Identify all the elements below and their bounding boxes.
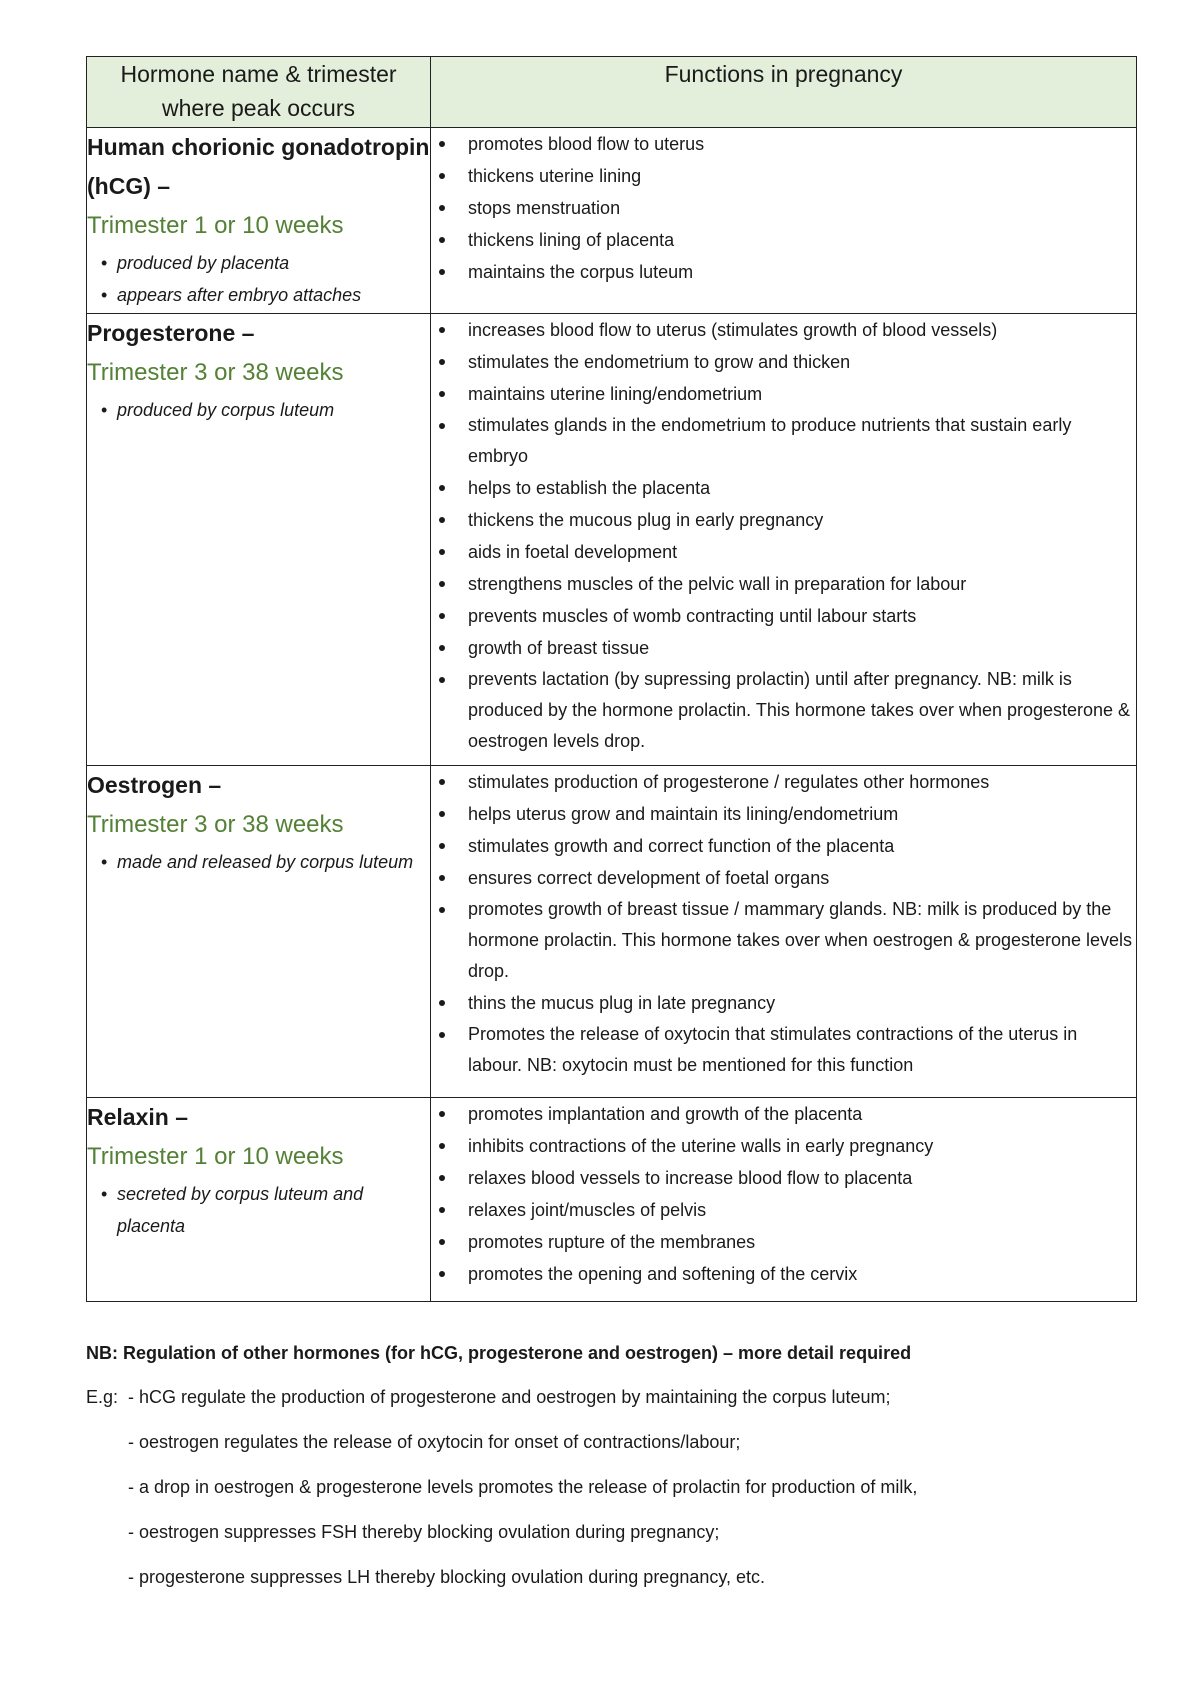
function-item: relaxes blood vessels to increase blood flow to placenta bbox=[431, 1162, 1136, 1194]
function-item: Promotes the release of oxytocin that stimulates contractions of the uterus in labour. NB: oxytocin must be mentioned for this function bbox=[431, 1019, 1136, 1081]
functions-cell bbox=[431, 1098, 1137, 1302]
function-item: promotes the opening and softening of the cervix bbox=[431, 1258, 1136, 1290]
header-hormone-name: Hormone name & trimester where peak occurs bbox=[87, 57, 431, 128]
function-item: stimulates production of progesterone / regulates other hormones bbox=[431, 766, 1136, 798]
hormone-cell bbox=[87, 314, 431, 766]
table-row bbox=[87, 314, 1137, 766]
function-item: helps uterus grow and maintain its lining/endometrium bbox=[431, 798, 1136, 830]
example-item: - oestrogen regulates the release of oxytocin for onset of contractions/labour; bbox=[128, 1432, 741, 1452]
function-item: stimulates the endometrium to grow and thicken bbox=[431, 346, 1136, 378]
function-item: promotes rupture of the membranes bbox=[431, 1226, 1136, 1258]
function-item: maintains the corpus luteum bbox=[431, 256, 1136, 288]
nb-title: NB: Regulation of other hormones (for hCG, progesterone and oestrogen) – more detail required bbox=[86, 1343, 912, 1363]
hormone-note: • made and released by corpus luteum bbox=[101, 846, 430, 878]
hormone-note: • secreted by corpus luteum and placenta bbox=[101, 1178, 430, 1242]
function-item: growth of breast tissue bbox=[431, 632, 1136, 664]
functions-list bbox=[431, 128, 1136, 288]
function-item: ensures correct development of foetal organs bbox=[431, 862, 1136, 894]
function-item: promotes growth of breast tissue / mammary glands. NB: milk is produced by the hormone prolactin. This hormone takes over when oestrogen & progesterone levels drop. bbox=[431, 894, 1136, 987]
example-row bbox=[86, 1382, 1146, 1412]
function-item: maintains uterine lining/endometrium bbox=[431, 378, 1136, 410]
hormone-trimester: Trimester 3 or 38 weeks bbox=[87, 359, 344, 386]
function-item: strengthens muscles of the pelvic wall in preparation for labour bbox=[431, 568, 1136, 600]
functions-list bbox=[431, 766, 1136, 1081]
function-item: stimulates growth and correct function of the placenta bbox=[431, 830, 1136, 862]
hormone-trimester: Trimester 1 or 10 weeks bbox=[87, 1143, 344, 1170]
function-item: thickens lining of placenta bbox=[431, 224, 1136, 256]
hormone-table bbox=[86, 56, 1137, 1302]
function-item: stimulates glands in the endometrium to produce nutrients that sustain early embryo bbox=[431, 410, 1136, 472]
table-header-row bbox=[87, 57, 1137, 128]
hormone-name: Human chorionic gonadotropin (hCG) – bbox=[87, 134, 430, 199]
function-item: promotes blood flow to uterus bbox=[431, 128, 1136, 160]
header-functions: Functions in pregnancy bbox=[431, 57, 1137, 128]
example-item: - a drop in oestrogen & progesterone levels promotes the release of prolactin for production of milk, bbox=[128, 1477, 918, 1497]
hormone-notes bbox=[87, 1178, 430, 1242]
table-row bbox=[87, 766, 1137, 1098]
eg-label: E.g: bbox=[86, 1387, 119, 1407]
hormone-cell bbox=[87, 1098, 431, 1302]
function-item: thins the mucus plug in late pregnancy bbox=[431, 987, 1136, 1019]
function-item: promotes implantation and growth of the placenta bbox=[431, 1098, 1136, 1130]
hormone-notes bbox=[87, 394, 430, 426]
hormone-cell bbox=[87, 128, 431, 314]
hormone-name: Relaxin – bbox=[87, 1104, 188, 1130]
hormone-trimester: Trimester 1 or 10 weeks bbox=[87, 212, 344, 239]
hormone-name: Progesterone – bbox=[87, 320, 255, 346]
function-item: stops menstruation bbox=[431, 192, 1136, 224]
function-item: relaxes joint/muscles of pelvis bbox=[431, 1194, 1136, 1226]
hormone-note: • produced by corpus luteum bbox=[101, 394, 430, 426]
functions-cell bbox=[431, 314, 1137, 766]
functions-list bbox=[431, 1098, 1136, 1290]
functions-cell bbox=[431, 128, 1137, 314]
functions-cell bbox=[431, 766, 1137, 1098]
hormone-name: Oestrogen – bbox=[87, 772, 222, 798]
function-item: prevents muscles of womb contracting until labour starts bbox=[431, 600, 1136, 632]
function-item: thickens uterine lining bbox=[431, 160, 1136, 192]
nb-section bbox=[86, 1338, 1146, 1607]
function-item: increases blood flow to uterus (stimulates growth of blood vessels) bbox=[431, 314, 1136, 346]
hormone-notes bbox=[87, 247, 430, 311]
table-row bbox=[87, 1098, 1137, 1302]
example-item: - oestrogen suppresses FSH thereby blocking ovulation during pregnancy; bbox=[128, 1522, 720, 1542]
example-item: - progesterone suppresses LH thereby blocking ovulation during pregnancy, etc. bbox=[128, 1567, 766, 1587]
function-item: thickens the mucous plug in early pregnancy bbox=[431, 504, 1136, 536]
example-item: - hCG regulate the production of progesterone and oestrogen by maintaining the corpus luteum; bbox=[128, 1387, 891, 1407]
table-row bbox=[87, 128, 1137, 314]
hormone-note: • appears after embryo attaches bbox=[101, 279, 430, 311]
function-item: aids in foetal development bbox=[431, 536, 1136, 568]
functions-list bbox=[431, 314, 1136, 757]
function-item: prevents lactation (by supressing prolactin) until after pregnancy. NB: milk is produced by the hormone prolactin. This hormone takes over when progesterone & oestrogen levels drop. bbox=[431, 664, 1136, 757]
hormone-trimester: Trimester 3 or 38 weeks bbox=[87, 811, 344, 838]
hormone-note: • produced by placenta bbox=[101, 247, 430, 279]
hormone-cell bbox=[87, 766, 431, 1098]
hormone-notes bbox=[87, 846, 430, 878]
function-item: inhibits contractions of the uterine walls in early pregnancy bbox=[431, 1130, 1136, 1162]
function-item: helps to establish the placenta bbox=[431, 472, 1136, 504]
